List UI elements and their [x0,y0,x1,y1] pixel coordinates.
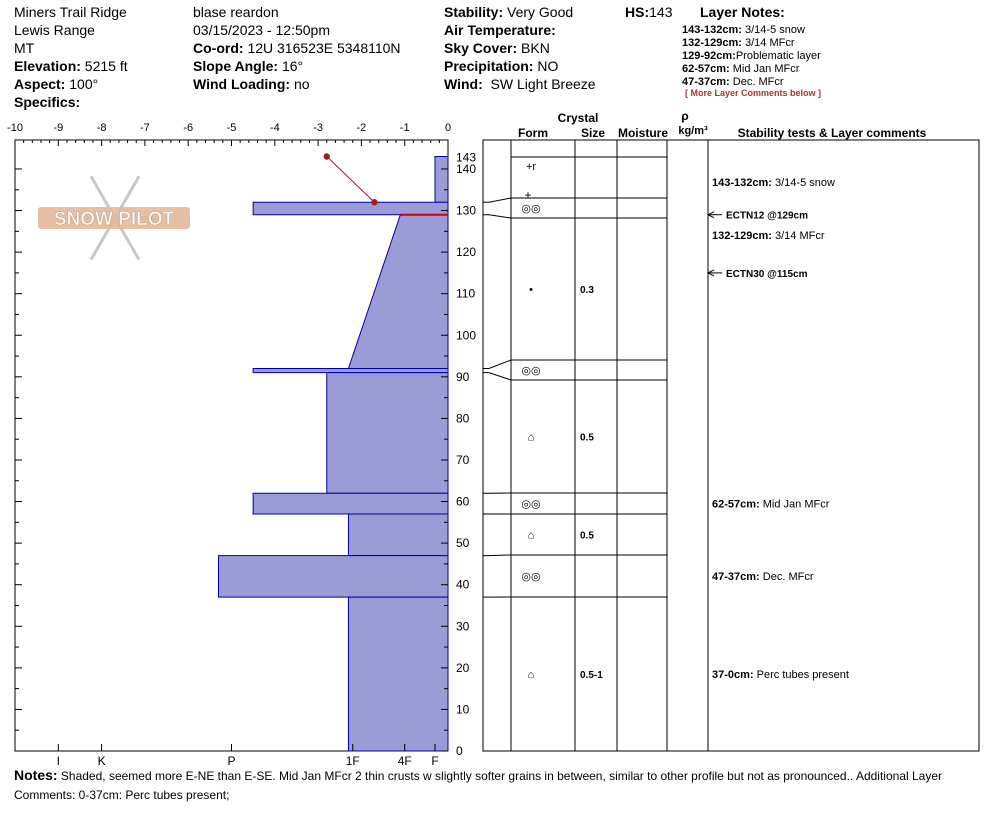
coord-value: 12U 316523E 5348110N [247,40,401,56]
crystal-size-label: 0.5 [580,432,594,444]
crystal-form-label: ◎◎ [521,365,541,377]
layer-comment-range: 47-37cm: [712,571,763,583]
layer-comment-range: 132-129cm: [712,230,775,242]
depth-tick-label: 130 [456,203,477,218]
hs-label: HS: [625,4,650,20]
crystal-form-label: ⌂ [527,431,535,444]
layer-connector [483,360,511,369]
temp-tick-label: -5 [226,122,237,134]
layer-comment-text: 3/14-5 snow [775,177,835,189]
hardness-layer-bar [253,493,448,514]
layer-note-text: Dec. MFcr [732,76,784,88]
temp-tick-label: -9 [53,122,64,134]
wind-label: Wind: [444,76,483,92]
depth-tick-label: 110 [456,286,476,301]
hardness-layer-bar [219,556,448,598]
layer-note-text: 3/14-5 snow [745,24,805,36]
crystal-form-label: ◎◎ [521,571,541,583]
layer-comment-text: Perc tubes present [756,669,849,681]
temp-tick-label: -3 [313,122,323,134]
layer-comment [712,571,814,583]
temp-tick-label: -10 [7,122,23,134]
hardness-tick-label: K [97,754,106,765]
depth-tick-label: 60 [456,494,470,509]
layer-note-range: 143-132cm: [682,24,742,36]
crystal-form-label: +r [525,161,537,173]
sky-value: BKN [521,40,550,56]
layer-comment-range: 37-0cm: [712,669,757,681]
temp-tick-label: -4 [269,122,280,134]
layer-connector [483,373,511,380]
air-temp-label: Air Temperature: [444,22,556,38]
temperature-point [371,199,377,205]
hardness-tick-label: I [56,754,60,765]
notes-text: Shaded, seemed more E-NE than E-SE. Mid Jan MFcr 2 thin crusts w slightly softer grains in between, similar to other profile but not as pronounced.. Additional Layer Comments: 0-37cm: Perc tubes present; [14,769,943,802]
hardness-layer-bar [253,369,448,373]
temperature-point [324,153,330,159]
depth-tick-label: 120 [456,245,477,260]
layer-note-range: 47-37cm: [682,76,730,88]
notes [14,766,974,805]
layer-comment [712,230,825,242]
density-symbol: ρ [681,109,689,123]
crystal-header: Crystal [557,111,599,125]
layer-comment-range: 62-57cm: [712,498,763,511]
logo-text: SNOW PILOT [53,209,175,230]
stability-value: Very Good [507,4,574,20]
wind-loading-label: Wind Loading: [193,76,291,92]
layer-connector [483,198,511,202]
layer-note-text: Mid Jan MFcr [732,63,800,75]
layer-note-text: Problematic layer [735,50,821,62]
sky-label: Sky Cover: [444,40,518,56]
wind-loading-value: no [293,76,310,92]
depth-tick-label: 80 [456,411,470,426]
layer-comment-text: 3/14 MFcr [775,230,825,242]
hardness-layer-bar [348,514,448,556]
crystal-size-label: 0.3 [580,285,594,296]
crystal-form-label: ⌂ [527,669,535,681]
moisture-header: Moisture [617,126,669,140]
hardness-layer-bar [348,597,448,751]
temp-tick-label: -8 [96,122,107,134]
layer-note-range: 129-92cm: [682,50,736,62]
depth-tick-label: 140 [456,161,477,176]
temp-tick-label: -1 [399,122,410,134]
observation-datetime: 03/15/2023 - 12:50pm [193,22,330,38]
slope-label: Slope Angle: [193,58,279,74]
temp-tick-label: -6 [183,122,194,134]
crystal-form-label: • [529,284,533,296]
layer-comment-text: Mid Jan MFcr [762,498,830,511]
depth-tick-label: 30 [456,619,470,634]
layer-notes-title-text: Layer Notes: [700,4,785,20]
hs-value: 143 [649,4,673,20]
temp-tick-label: -7 [140,122,150,134]
specifics-label: Specifics: [14,94,81,110]
stability-label: Stability: [444,4,504,20]
snowpilot-logo [38,176,190,259]
precip-label: Precipitation: [444,58,534,74]
stability-test-label: ECTN30 @115cm [726,268,808,280]
hardness-tick-label: 4F [397,754,412,765]
layer-comment [712,177,835,189]
hardness-layer-bar [348,215,448,369]
depth-tick-label: 40 [456,577,470,592]
state-name: MT [14,40,35,56]
observer-name: blase reardon [193,4,279,20]
layer-comment [712,499,830,511]
crystal-size-label: 0.5 [580,530,594,542]
hardness-tick-label: P [227,754,236,765]
layer-note-range: 62-57cm: [682,63,730,75]
layer-comment-range: 143-132cm: [712,177,775,189]
elevation-label: Elevation: [14,58,81,74]
crystal-form-label: ⌂ [527,529,535,542]
hardness-layer-bar [327,373,448,494]
crystal-form-label: + [524,188,532,202]
notes-label: Notes: [14,767,58,783]
layer-note-range: 132-129cm: [682,37,742,49]
depth-tick-label: 10 [456,702,470,717]
crystal-form-label: ◎◎ [521,498,541,511]
depth-hs-label: 143 [456,150,477,165]
slope-value: 16° [281,58,304,74]
hardness-tick-label: F [431,754,439,765]
comments-header: Stability tests & Layer comments [737,126,927,140]
depth-tick-label: 90 [456,369,470,384]
elevation-value: 5215 ft [84,58,128,74]
coord-label: Co-ord: [193,40,244,56]
form-header: Form [518,126,548,140]
layer-comment-text: Dec. MFcr [762,571,814,583]
layer-note-text: 3/14 MFcr [745,37,795,49]
depth-tick-label: 70 [456,452,470,467]
range-name: Lewis Range [14,22,95,38]
depth-tick-label: 20 [456,660,470,675]
hardness-tick-label: 1F [345,754,360,765]
aspect-value: 100° [69,76,99,92]
stability-test-label: ECTN12 @129cm [726,210,809,222]
layer-comment [712,669,849,681]
wind-value: SW Light Breeze [490,76,596,92]
temp-tick-label: 0 [444,122,452,134]
aspect-label: Aspect: [14,76,66,92]
temperature-line [327,157,375,203]
precip-value: NO [537,58,559,74]
temp-tick-label: -2 [356,122,367,134]
depth-tick-label: 50 [456,536,470,551]
crystal-form-label: ◎◎ [521,203,541,215]
depth-tick-label: 0 [456,744,463,758]
location-name: Miners Trail Ridge [14,4,127,20]
crystal-size-label: 0.5-1 [580,670,603,681]
depth-tick-label: 100 [456,328,477,343]
hardness-layer-bar [435,157,448,203]
more-layer-comments-link[interactable]: [ More Layer Comments below ] [685,88,822,98]
density-unit: kg/m³ [678,125,708,137]
size-header: Size [580,126,606,140]
layer-connector [483,215,511,218]
hardness-layer-bar [253,202,448,214]
layer-connector [483,555,511,556]
